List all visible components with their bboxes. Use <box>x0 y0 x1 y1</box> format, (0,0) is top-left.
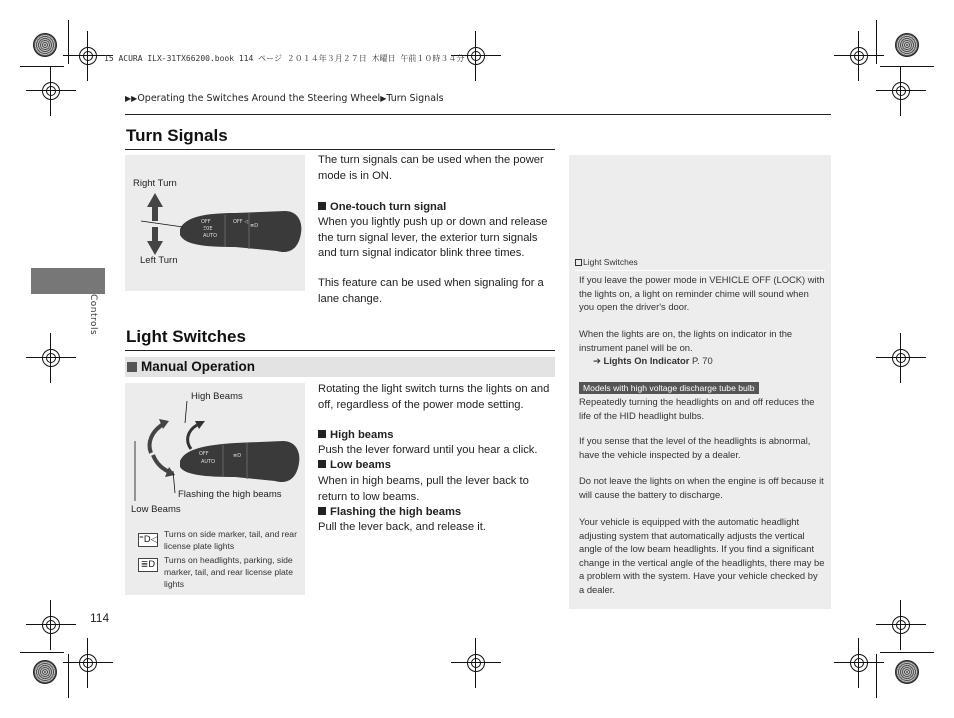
breadcrumb-current: Turn Signals <box>386 93 444 104</box>
side-marker-icon: ⁼D◁ <box>139 535 158 545</box>
sidebar-p5: Do not leave the lights on when the engine is off because it will cause the battery to discharge. <box>579 475 824 500</box>
breadcrumb-separator-icon: ▶ <box>380 94 387 103</box>
crop-line <box>876 654 877 698</box>
square-bullet-icon <box>318 430 326 438</box>
section-title-light-switches: Light Switches <box>126 327 246 346</box>
svg-text:OFF: OFF <box>201 219 211 225</box>
label-high-beams: High Beams <box>191 391 243 402</box>
color-target-disc <box>895 33 919 57</box>
color-target-disc <box>33 660 57 684</box>
registration-mark <box>890 347 912 369</box>
registration-mark <box>465 652 487 674</box>
label-flashing-high-beams: Flashing the high beams <box>178 489 282 500</box>
sidebar-p3: Repeatedly turning the headlights on and off reduces the life of the HID headlight bulbs. <box>579 396 815 421</box>
square-bullet-icon <box>318 507 326 515</box>
breadcrumb-arrow-icon: ▶▶ <box>125 94 138 103</box>
turn-signal-figure <box>125 155 305 291</box>
breadcrumb-parent-link[interactable]: Operating the Switches Around the Steering Wheel <box>137 93 381 104</box>
crop-line <box>20 66 64 67</box>
header-rule <box>125 114 831 115</box>
registration-mark <box>890 614 912 636</box>
flashing-text: Pull the lever back, and release it. <box>318 521 486 533</box>
lane-change-text: This feature can be used when signaling for a lane change. <box>318 277 544 305</box>
sidebar-p1: If you leave the power mode in VEHICLE OFF (LOCK) with the lights on, a light on reminder chime will sound when you open the driver's door. <box>579 274 825 312</box>
square-bullet-icon <box>318 460 326 468</box>
cross-ref-arrow-icon: ➔ <box>593 355 604 366</box>
sidebar-title: Light Switches <box>575 257 638 267</box>
registration-mark <box>77 652 99 674</box>
manual-operation-heading: Manual Operation <box>125 357 555 377</box>
svg-text:AUTO: AUTO <box>203 233 218 239</box>
flashing-heading: Flashing the high beams <box>318 505 558 521</box>
label-low-beams: Low Beams <box>131 504 181 515</box>
high-beams-heading: High beams <box>318 428 558 444</box>
note-marker-icon <box>575 259 582 266</box>
svg-text:AUTO: AUTO <box>201 459 216 465</box>
turn-signal-lever-illustration <box>125 155 305 291</box>
svg-text:≣D: ≣D <box>250 223 259 229</box>
high-beams-text: Push the lever forward until you hear a click. <box>318 444 538 456</box>
section-rule <box>125 350 555 351</box>
crop-line <box>880 652 934 653</box>
sidebar-p4: If you sense that the level of the headlights is abnormal, have the vehicle inspected by a dealer. <box>579 435 811 460</box>
sidebar-link[interactable]: ➔ Lights On Indicator P. 70 <box>593 355 713 366</box>
model-tag: Models with high voltage discharge tube bulb <box>579 382 759 394</box>
crop-line <box>876 20 877 64</box>
crop-line <box>20 652 64 653</box>
page-number: 114 <box>90 611 110 625</box>
light-switch-lever-illustration <box>125 383 305 523</box>
square-bullet-icon <box>127 362 137 372</box>
crop-line <box>68 654 69 698</box>
light-switch-figure <box>125 383 305 595</box>
low-beams-heading: Low beams <box>318 458 558 474</box>
label-right-turn: Right Turn <box>133 178 177 189</box>
registration-mark <box>848 45 870 67</box>
square-bullet-icon <box>318 202 326 210</box>
section-title-turn-signals: Turn Signals <box>126 126 228 145</box>
headlight-icon: ≣D <box>138 558 158 572</box>
one-touch-subhead: One-touch turn signal <box>318 200 558 216</box>
registration-mark <box>40 347 62 369</box>
crop-line <box>880 66 934 67</box>
color-target-disc <box>895 660 919 684</box>
svg-text:Ξ0E: Ξ0E <box>203 226 213 232</box>
sidebar-rule <box>575 270 825 271</box>
chapter-tab[interactable] <box>31 268 105 294</box>
registration-mark <box>848 652 870 674</box>
legend-side-marker: Turns on side marker, tail, and rear license plate lights <box>164 529 297 551</box>
label-left-turn: Left Turn <box>140 255 178 266</box>
registration-mark <box>890 80 912 102</box>
sidebar-p2: When the lights are on, the lights on indicator in the instrument panel will be on. <box>579 328 793 353</box>
registration-mark <box>40 80 62 102</box>
turn-signals-intro: The turn signals can be used when the power mode is in ON. <box>318 154 544 182</box>
legend-headlights: Turns on headlights, parking, side marker, tail, and rear license plate lights <box>164 555 293 589</box>
section-rule <box>125 149 555 150</box>
low-beams-text: When in high beams, pull the lever back to return to low beams. <box>318 475 529 503</box>
svg-text:≣D: ≣D <box>233 453 242 459</box>
svg-text:OFF: OFF <box>199 451 209 457</box>
registration-mark <box>40 614 62 636</box>
registration-mark <box>465 45 487 67</box>
svg-text:OFF ◁: OFF ◁ <box>233 219 249 225</box>
print-header: 15 ACURA ILX-31TX66200.book 114 ページ ２０１４年３月２７日 木曜日 午前１０時３４分 <box>104 54 465 63</box>
sidebar-p6: Your vehicle is equipped with the automatic headlight adjusting system that automatically adjusts the vertical angle of the low beam headlights. If you find a significant change in the vertical angle of the headlights, there may be a problem with the system. Have your vehicle checked by a dealer. <box>579 516 825 595</box>
breadcrumb <box>125 93 444 104</box>
light-switches-intro: Rotating the light switch turns the lights on and off, regardless of the power mode setting. <box>318 383 550 411</box>
crop-line <box>68 20 69 64</box>
registration-mark <box>77 45 99 67</box>
chapter-tab-label: Controls <box>88 294 98 336</box>
one-touch-text: When you lightly push up or down and release the turn signal lever, the exterior turn signals and turn signal indicator blink three times. <box>318 216 548 259</box>
color-target-disc <box>33 33 57 57</box>
